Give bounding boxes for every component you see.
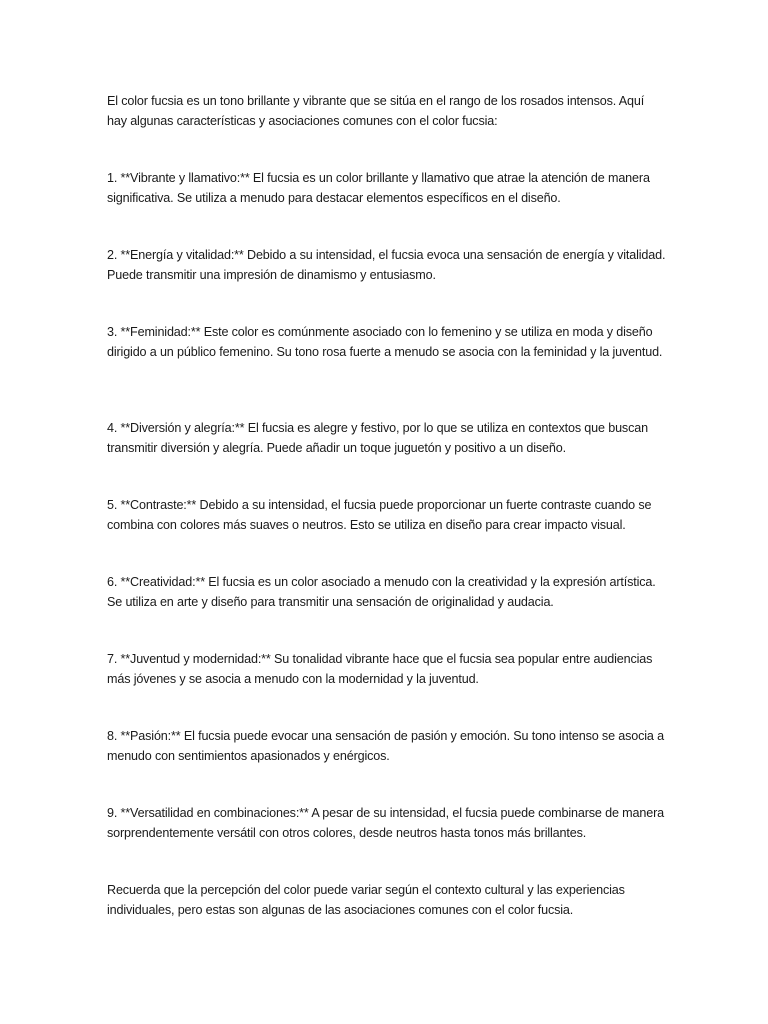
list-item: 9. **Versatilidad en combinaciones:** A pesar de su intensidad, el fucsia puede combinarse de manera sorprendentemente versátil con otros colores, desde neutros hasta tonos más brillantes. [107, 806, 664, 840]
list-item: 1. **Vibrante y llamativo:** El fucsia es un color brillante y llamativo que atrae la atención de manera significativa. Se utiliza a menudo para destacar elementos específicos en el diseño. [107, 171, 650, 205]
list-item: 7. **Juventud y modernidad:** Su tonalidad vibrante hace que el fucsia sea popular entre audiencias más jóvenes y se asocia a menudo con la modernidad y la juventud. [107, 652, 653, 686]
intro-paragraph: El color fucsia es un tono brillante y vibrante que se sitúa en el rango de los rosados intensos. Aquí hay algunas características y asociaciones comunes con el color fucsia: [107, 94, 645, 128]
list-item: 8. **Pasión:** El fucsia puede evocar una sensación de pasión y emoción. Su tono intenso se asocia a menudo con sentimientos apasionados y enérgicos. [107, 729, 664, 763]
list-item: 2. **Energía y vitalidad:** Debido a su intensidad, el fucsia evoca una sensación de energía y vitalidad. Puede transmitir una impresión de dinamismo y entusiasmo. [107, 248, 666, 282]
list-item: 4. **Diversión y alegría:** El fucsia es alegre y festivo, por lo que se utiliza en contextos que buscan transmitir diversión y alegría. Puede añadir un toque juguetón y positivo a un diseño. [107, 421, 648, 455]
closing-paragraph: Recuerda que la percepción del color puede variar según el contexto cultural y las experiencias individuales, pero estas son algunas de las asociaciones comunes con el color fucsia. [107, 883, 625, 917]
list-item: 3. **Feminidad:** Este color es comúnmente asociado con lo femenino y se utiliza en moda y diseño dirigido a un público femenino. Su tono rosa fuerte a menudo se asocia con la feminidad y la juventud. [107, 325, 663, 359]
list-item: 6. **Creatividad:** El fucsia es un color asociado a menudo con la creatividad y la expresión artística. Se utiliza en arte y diseño para transmitir una sensación de originalidad y audacia. [107, 575, 656, 609]
list-item: 5. **Contraste:** Debido a su intensidad, el fucsia puede proporcionar un fuerte contraste cuando se combina con colores más suaves o neutros. Esto se utiliza en diseño para crear impacto visual. [107, 498, 652, 532]
